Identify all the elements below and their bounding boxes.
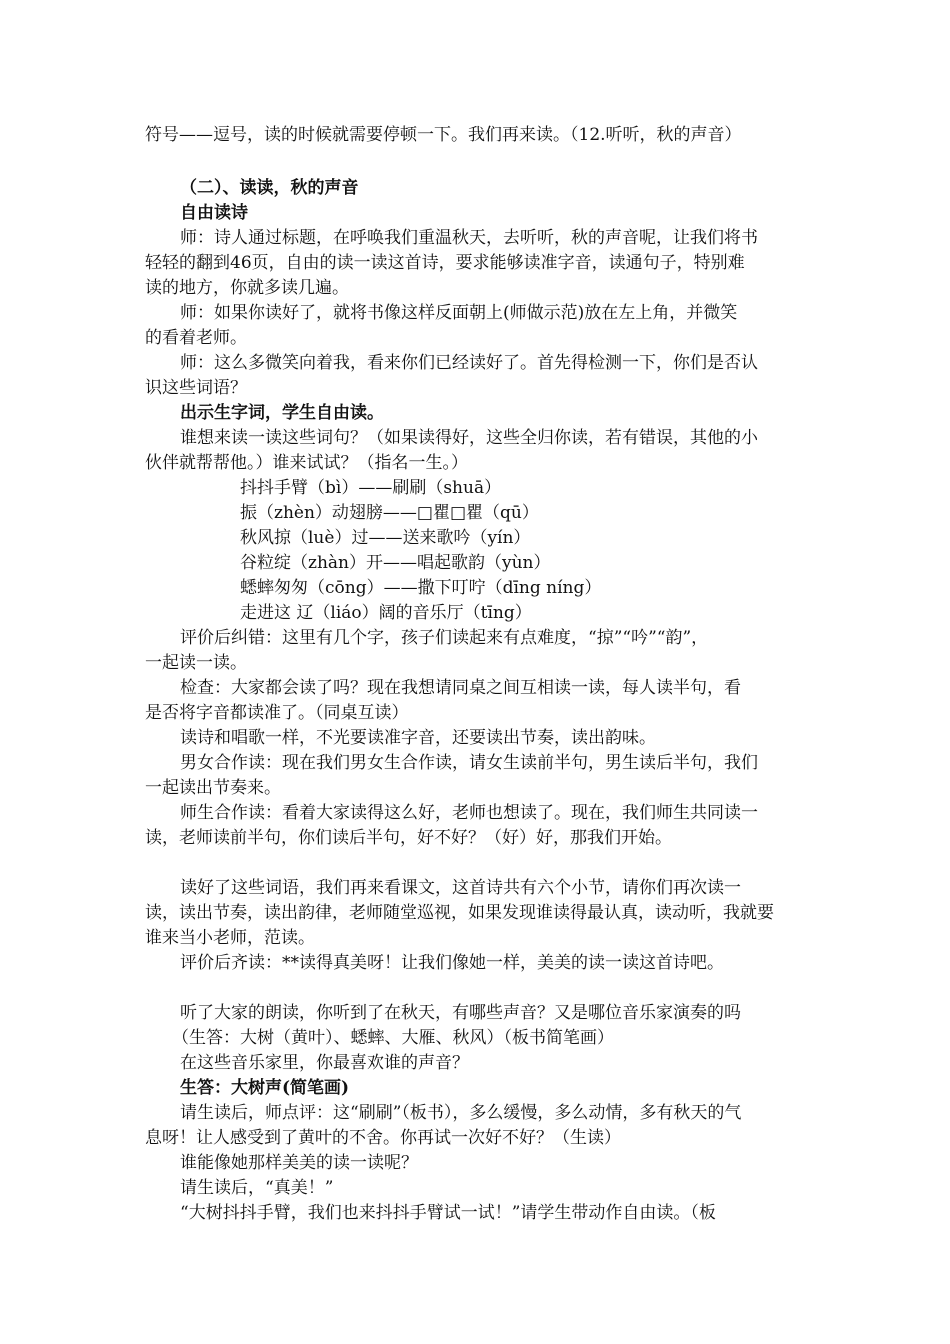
text-line: 师：如果你读好了，就将书像这样反面朝上(师做示范)放在左上角，并微笑 <box>180 303 738 323</box>
vocab-line: 抖抖手臂（bì）——刷刷（shuā） <box>240 478 502 498</box>
subheading: 出示生字词，学生自由读。 <box>180 403 384 423</box>
text-line: 读的地方，你就多读几遍。 <box>145 278 349 298</box>
section-heading: （二）、读读，秋的声音 <box>180 178 359 198</box>
text-line: 师：诗人通过标题，在呼唤我们重温秋天，去听听，秋的声音呢，让我们将书 <box>180 228 758 248</box>
text-line: 伙伴就帮帮他。）谁来试试？（指名一生。） <box>145 453 468 473</box>
text-line: 符号——逗号，读的时候就需要停顿一下。我们再来读。（12.听听，秋的声音） <box>145 125 742 145</box>
text-line: （生答：大树（黄叶）、蟋蟀、大雁、秋风）（板书简笔画） <box>172 1028 614 1048</box>
text-line: 师：这么多微笑向着我，看来你们已经读好了。首先得检测一下，你们是否认 <box>180 353 758 373</box>
text-line: 听了大家的朗读，你听到了在秋天，有哪些声音？又是哪位音乐家演奏的吗 <box>180 1003 741 1023</box>
text-line: 请生读后，师点评：这“刷刷”（板书），多么缓慢，多么动情，多有秋天的气 <box>180 1103 742 1123</box>
text-line: 谁想来读一读这些词句？（如果读得好，这些全归你读，若有错误，其他的小 <box>180 428 758 448</box>
text-line: 谁来当小老师，范读。 <box>145 928 315 948</box>
text-line: 识这些词语？ <box>145 378 247 398</box>
subheading: 生答：大树声(简笔画) <box>180 1078 350 1098</box>
text-line: 息呀！让人感受到了黄叶的不舍。你再试一次好不好？（生读） <box>145 1128 621 1148</box>
text-line: 的看着老师。 <box>145 328 247 348</box>
text-line: 谁能像她那样美美的读一读呢？ <box>180 1153 418 1173</box>
text-line: 一起读出节奏来。 <box>145 778 281 798</box>
text-line: 读好了这些词语，我们再来看课文，这首诗共有六个小节，请你们再次读一 <box>180 878 741 898</box>
text-line: 师生合作读：看着大家读得这么好，老师也想读了。现在，我们师生共同读一 <box>180 803 758 823</box>
vocab-line: 蟋蟀匆匆（cōng）——撒下叮咛（dīng níng） <box>240 578 602 598</box>
text-line: 读，读出节奏，读出韵律，老师随堂巡视，如果发现谁读得最认真，读动听，我就要 <box>145 903 774 923</box>
text-line: 请生读后，“真美！” <box>180 1178 334 1198</box>
text-line: 评价后纠错：这里有几个字，孩子们读起来有点难度，“掠”“吟”“韵”， <box>180 628 709 648</box>
text-line: 在这些音乐家里，你最喜欢谁的声音？ <box>180 1053 469 1073</box>
vocab-line: 秋风掠（luè）过——送来歌吟（yín） <box>240 528 531 548</box>
text-line: “大树抖抖手臂，我们也来抖抖手臂试一试！”请学生带动作自由读。（板 <box>180 1203 716 1223</box>
text-line: 轻轻的翻到46页，自由的读一读这首诗，要求能够读准字音，读通句子，特别难 <box>145 253 745 273</box>
text-line: 评价后齐读：**读得真美呀！让我们像她一样，美美的读一读这首诗吧。 <box>180 953 724 973</box>
vocab-line: 振（zhèn）动翅膀——□瞿□瞿（qū） <box>240 503 539 523</box>
text-line: 一起读一读。 <box>145 653 247 673</box>
vocab-line: 谷粒绽（zhàn）开——唱起歌韵（yùn） <box>240 553 551 573</box>
text-line: 检查：大家都会读了吗？现在我想请同桌之间互相读一读，每人读半句，看 <box>180 678 741 698</box>
subheading: 自由读诗 <box>180 203 248 223</box>
text-line: 是否将字音都读准了。（同桌互读） <box>145 703 409 723</box>
text-line: 读诗和唱歌一样，不光要读准字音，还要读出节奏，读出韵味。 <box>180 728 656 748</box>
text-line: 读，老师读前半句，你们读后半句，好不好？（好）好，那我们开始。 <box>145 828 672 848</box>
vocab-line: 走进这 辽（liáo）阔的音乐厅（tīng） <box>240 603 532 623</box>
text-line: 男女合作读：现在我们男女生合作读，请女生读前半句，男生读后半句，我们 <box>180 753 758 773</box>
